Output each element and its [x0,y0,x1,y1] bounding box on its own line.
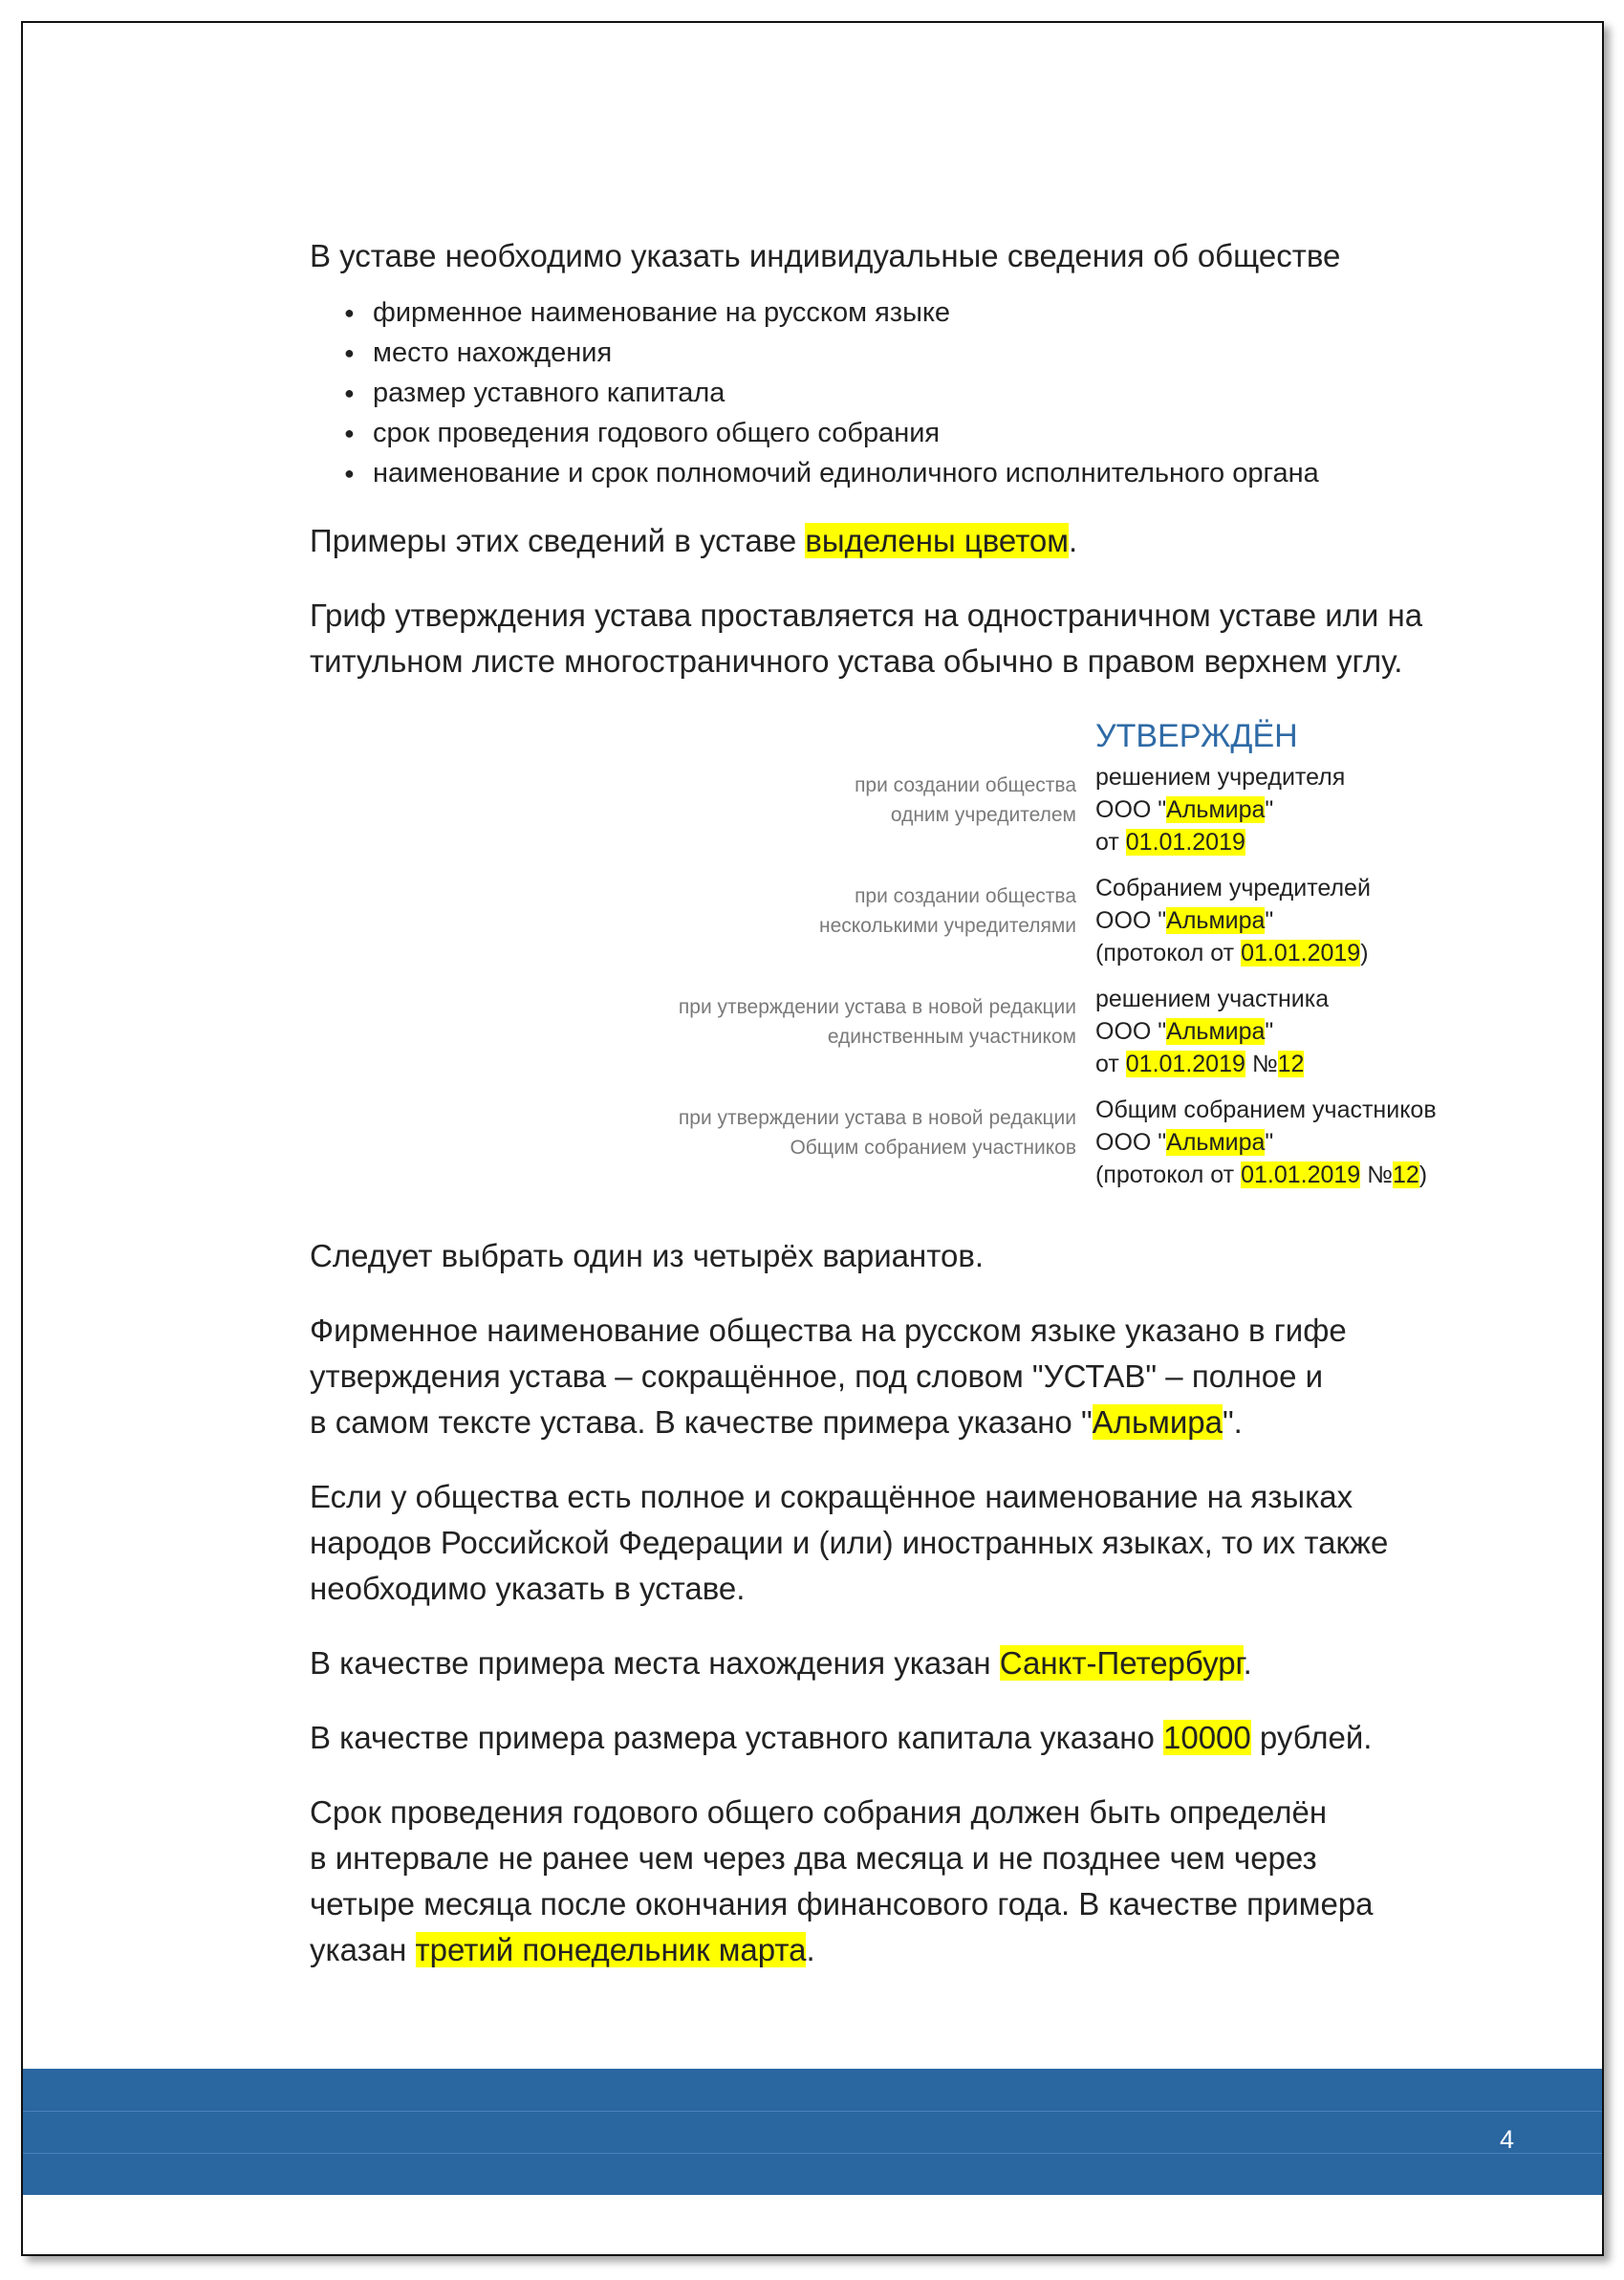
company-name: Альмира [1166,907,1266,934]
company-name: Альмира [1166,1018,1266,1045]
variant-text: Общим собранием участников ООО "Альмира" (протокол от 01.01.2019 №12) [1095,1097,1437,1188]
variant-note: при создании общества одним учредителем [855,774,1076,826]
examples-paragraph: Примеры этих сведений в уставе выделены цветом. [310,523,1078,558]
choose-paragraph: Следует выбрать один из четырёх вариантов. [310,1238,985,1273]
list-item: ● размер уставного капитала [344,373,1533,413]
requirements-list [310,293,1533,493]
intro-paragraph: В уставе необходимо указать индивидуальные сведения об обществе [310,238,1341,273]
name-paragraph: Фирменное наименование общества на русском языке указано в гифе утверждения устава – сокращённое, под словом "УСТАВ" – полное и в самом тексте устава. В качестве примера указано "Альмира". [310,1313,1347,1440]
variant-note: при утверждении устава в новой редакции единственным участником [678,996,1076,1048]
protocol-number: 12 [1392,1162,1419,1188]
approval-date: 01.01.2019 [1241,940,1361,966]
location-paragraph: В качестве примера места нахождения указан Санкт-Петербург. [310,1645,1252,1681]
approval-variant [310,1094,1533,1189]
list-item: ● наименование и срок полномочий единоличного исполнительного органа [344,453,1533,493]
list-item: ● срок проведения годового общего собрания [344,413,1533,453]
variant-text: Собранием учредителей ООО "Альмира" (протокол от 01.01.2019) [1095,875,1371,966]
grif-paragraph: Гриф утверждения устава проставляется на одностраничном уставе или на титульном листе многостраничного устава обычно в правом верхнем углу. [310,597,1423,679]
highlighted-text: Альмира [1092,1404,1223,1440]
approval-variant [310,872,1533,967]
protocol-number: 12 [1277,1051,1305,1077]
capital-paragraph: В качестве примера размера уставного капитала указано 10000 рублей. [310,1720,1373,1755]
approval-stamp-block [310,713,1533,1201]
list-item: ● фирменное наименование на русском языке [344,293,1533,333]
page-footer [23,2069,1602,2195]
highlighted-text: выделены цветом [805,523,1069,558]
approval-date: 01.01.2019 [1241,1162,1361,1188]
approval-date: 01.01.2019 [1125,1051,1245,1077]
company-name: Альмира [1166,796,1266,823]
highlighted-text: Санкт-Петербург [999,1645,1244,1681]
approval-variant [310,761,1533,857]
highlighted-text: 10000 [1163,1720,1251,1755]
page-number: 4 [1499,2125,1514,2154]
variant-note: при утверждении устава в новой редакции Общим собранием участников [678,1107,1076,1159]
variant-note: при создании общества несколькими учредителями [818,885,1076,937]
variant-text: решением учредителя ООО "Альмира" от 01.01.2019 [1095,764,1346,856]
page-content [310,233,1533,2002]
approval-variant [310,983,1533,1078]
list-item: ● место нахождения [344,333,1533,373]
variant-text: решением участника ООО "Альмира" от 01.01.2019 №12 [1095,986,1330,1077]
meeting-paragraph: Срок проведения годового общего собрания должен быть определён в интервале не ранее чем через два месяца и не позднее чем через четыре месяца после окончания финансового года. В качестве примера указан третий понедельник марта. [310,1794,1374,1967]
approval-date: 01.01.2019 [1125,829,1245,856]
company-name: Альмира [1166,1129,1266,1156]
foreign-names-paragraph: Если у общества есть полное и сокращённое наименование на языках народов Российской Федерации и (или) иностранных языках, то их также необходимо указать в уставе. [310,1479,1389,1606]
approval-title: УТВЕРЖДЁН [1095,718,1298,754]
highlighted-text: третий понедельник марта [415,1932,807,1967]
document-page [21,21,1604,2256]
